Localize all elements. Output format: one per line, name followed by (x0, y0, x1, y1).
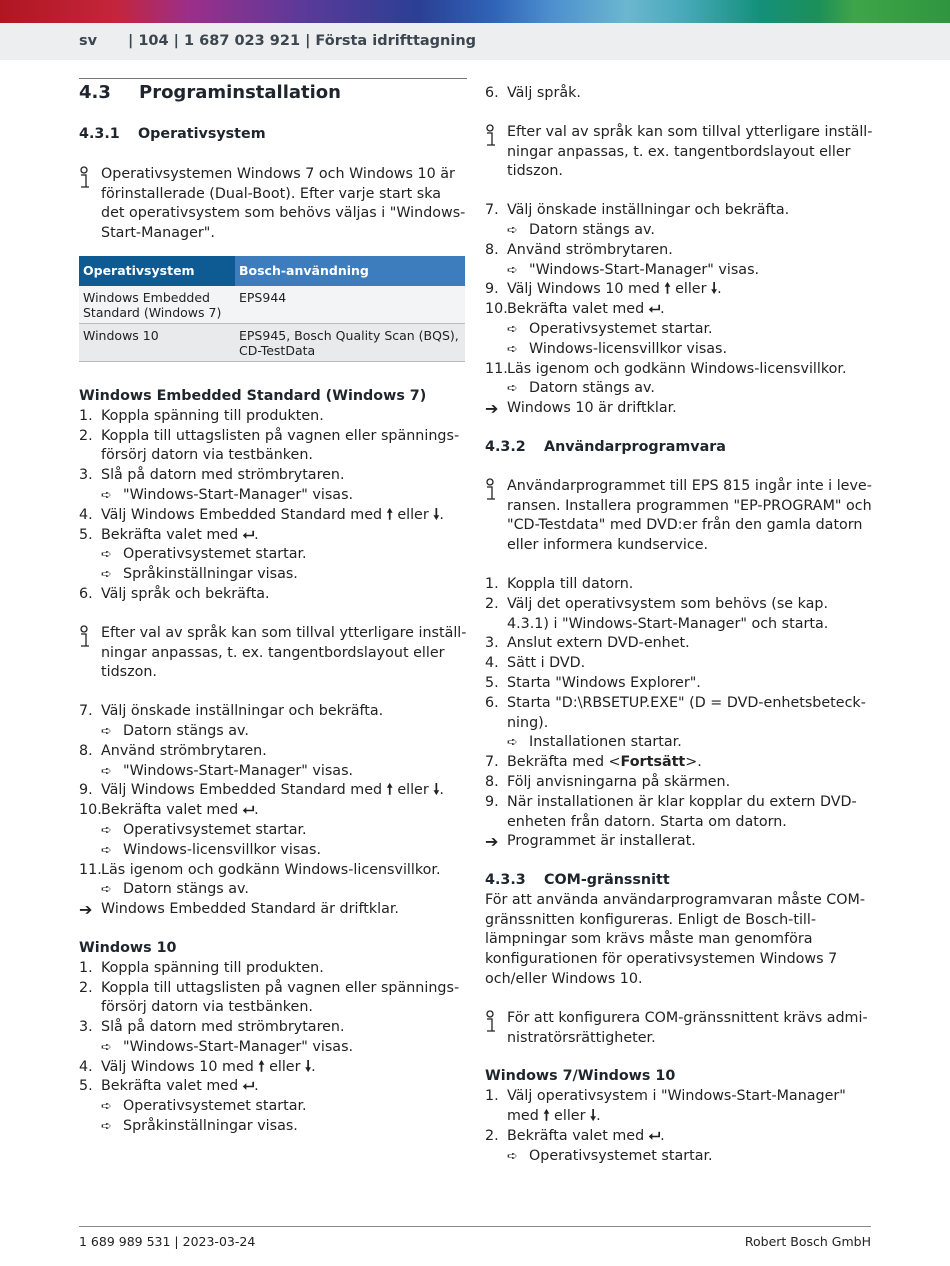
result-arrow-icon: ➪ (507, 341, 518, 357)
list-item: 4. Välj Windows Embedded Standard med 🠕 eller 🠗. (79, 506, 467, 526)
footer-left: 1 689 989 531 | 2023-03-24 (79, 1234, 256, 1249)
subsection-heading (485, 438, 873, 458)
note-text: Användarprogrammet till EPS 815 ingår inte i leveransen. Installera programmen "EP-PROGRAM" och "CD-Testdata" med DVD:er från den gamla datorn eller informera kundservice. (507, 477, 872, 554)
result-item: ➪ "Windows-Start-Manager" visas. (79, 486, 467, 506)
list-item: 9. Välj Windows 10 med 🠕 eller 🠗. (485, 280, 873, 300)
info-note (485, 123, 873, 182)
list-item: 2. Koppla till uttagslisten på vagnen eller spänningsförsörj datorn via testbänken. (79, 979, 460, 1016)
result-arrow-icon: ➪ (101, 547, 112, 563)
result-arrow-icon: ➪ (507, 1148, 518, 1164)
arrow-down-icon: 🠗 (433, 506, 440, 523)
list-item: 1. Koppla till datorn. (485, 575, 634, 592)
arrow-up-icon: 🠕 (258, 1058, 265, 1075)
result-item: ➪ Operativsystemet startar. (79, 821, 467, 841)
info-icon (485, 1010, 499, 1034)
result-arrow-icon: ➪ (507, 381, 518, 397)
result-item: ➪ Installationen startar. (485, 733, 873, 753)
info-note (79, 624, 467, 683)
result-arrow-icon: ➪ (101, 882, 112, 898)
result-item: ➪ Datorn stängs av. (79, 722, 467, 742)
result-item: ➪ Windows-licensvillkor visas. (79, 841, 467, 861)
final-result: ➔ Windows 10 är driftklar. (485, 399, 677, 419)
subsection-title: Användarprogramvara (544, 438, 726, 455)
list-item: 9. När installationen är klar kopplar du extern DVD-enheten från datorn. Starta om datorn. (485, 793, 857, 830)
list-item: 5. Bekräfta valet med ⮠. (79, 1077, 467, 1097)
final-result: ➔ Programmet är installerat. (485, 832, 696, 852)
table-header: Operativsystem (79, 256, 235, 286)
subsection-heading (485, 871, 873, 891)
table-cell: Windows 10 (79, 323, 235, 361)
result-item: ➪ Datorn stängs av. (79, 880, 467, 900)
arrow-up-icon: 🠕 (664, 281, 671, 298)
page-header (0, 23, 950, 60)
result-item: ➪ Operativsystemet startar. (79, 1097, 467, 1117)
final-arrow-icon: ➔ (79, 900, 93, 920)
doc-number: 1 689 989 531 (79, 1234, 171, 1249)
list-item: 3. Slå på datorn med strömbrytaren. (79, 467, 345, 484)
list-item: 11. Läs igenom och godkänn Windows-licensvillkor. (485, 360, 847, 377)
table-cell: EPS944 (235, 286, 465, 324)
section-heading (79, 78, 467, 113)
result-arrow-icon: ➪ (101, 842, 112, 858)
result-arrow-icon: ➪ (101, 723, 112, 739)
result-item: ➪ "Windows-Start-Manager" visas. (485, 261, 873, 281)
final-arrow-icon: ➔ (485, 399, 499, 419)
result-item: ➪ Operativsystemet startar. (79, 545, 467, 565)
list-item: 6. Starta "D:\RBSETUP.EXE" (D = DVD-enhetsbeteckning). (485, 694, 866, 731)
list-item: 2. Koppla till uttagslisten på vagnen eller spänningsförsörj datorn via testbänken. (79, 427, 460, 464)
com-paragraph: För att använda användarprogramvaran måste COM-gränssnitten konfigureras. Enligt de Bosch-tilllämpningar som krävs måste man genomföra konfigurationen för operativsystemen Windows 7 och/eller Windows 10. (485, 891, 866, 988)
result-arrow-icon: ➪ (101, 1039, 112, 1055)
arrow-up-icon: 🠕 (543, 1108, 550, 1125)
subsection-heading (79, 125, 467, 145)
header-title: | 104 | 1 687 023 921 | Första idrifttagning (128, 33, 477, 49)
info-note (485, 477, 873, 556)
subsection-title: COM-gränssnitt (544, 872, 670, 889)
note-text: Operativsystemen Windows 7 och Windows 10 är förinstallerade (Dual-Boot). Efter varje start ska det operativsystem som behövs väljas i "Windows-Start-Manager". (101, 165, 466, 242)
result-arrow-icon: ➪ (101, 567, 112, 583)
final-result: ➔ Windows Embedded Standard är driftklar. (79, 900, 399, 920)
result-arrow-icon: ➪ (101, 487, 112, 503)
final-arrow-icon: ➔ (485, 832, 499, 852)
arrow-down-icon: 🠗 (590, 1108, 597, 1125)
list-item: 9. Välj Windows Embedded Standard med 🠕 eller 🠗. (79, 781, 467, 801)
result-arrow-icon: ➪ (507, 262, 518, 278)
table-row (79, 323, 465, 361)
arrow-up-icon: 🠕 (386, 782, 393, 799)
color-band (0, 0, 950, 23)
arrow-up-icon: 🠕 (386, 506, 393, 523)
result-arrow-icon: ➪ (101, 763, 112, 779)
note-text: För att konfigurera COM-gränssnittent krävs administratörsrättigheter. (507, 1009, 868, 1046)
list-item: 2. Bekräfta valet med ⮠. (485, 1127, 873, 1147)
list-item: 3. Anslut extern DVD-enhet. (485, 635, 690, 652)
doc-date: 2023-03-24 (182, 1234, 256, 1249)
win10-heading: Windows 10 (79, 939, 177, 956)
enter-key-icon: ⮠ (242, 802, 255, 819)
info-icon (485, 478, 499, 502)
result-item: ➪ Språkinställningar visas. (79, 565, 467, 585)
list-item: 5. Starta "Windows Explorer". (485, 674, 701, 691)
result-arrow-icon: ➪ (507, 735, 518, 751)
left-column (79, 78, 467, 1137)
note-text: Efter val av språk kan som tillval ytterligare inställningar anpassas, t. ex. tangentbordslayout eller tidszon. (507, 123, 873, 180)
table-row (79, 286, 465, 324)
section-number: 4.3 (79, 82, 111, 103)
right-column (485, 84, 873, 1166)
list-item: 7. Välj önskade inställningar och bekräfta. (79, 703, 384, 720)
list-item: 10. Bekräfta valet med ⮠. (485, 300, 873, 320)
enter-key-icon: ⮠ (242, 1078, 255, 1095)
info-note (79, 165, 467, 244)
result-item: ➪ "Windows-Start-Manager" visas. (79, 762, 467, 782)
result-item: ➪ Datorn stängs av. (485, 221, 873, 241)
note-text: Efter val av språk kan som tillval ytterligare inställningar anpassas, t. ex. tangentbordslayout eller tidszon. (101, 624, 467, 681)
arrow-down-icon: 🠗 (305, 1058, 312, 1075)
table-cell: EPS945, Bosch Quality Scan (BQS), CD-TestData (235, 323, 465, 361)
info-icon (79, 625, 93, 649)
result-item: ➪ "Windows-Start-Manager" visas. (79, 1038, 467, 1058)
list-item: 7. Välj önskade inställningar och bekräfta. (485, 202, 790, 219)
arrow-down-icon: 🠗 (711, 281, 718, 298)
result-arrow-icon: ➪ (507, 321, 518, 337)
info-icon (79, 166, 93, 190)
os-table (79, 256, 465, 362)
list-item: 6. Välj språk och bekräfta. (79, 585, 270, 602)
result-item: ➪ Språkinställningar visas. (79, 1117, 467, 1137)
language-code: sv (79, 33, 98, 49)
list-item: 1. Välj operativsystem i "Windows-Start-Manager" med 🠕 eller 🠗. (485, 1087, 873, 1127)
table-header: Bosch-användning (235, 256, 465, 286)
result-arrow-icon: ➪ (101, 1099, 112, 1115)
subsection-number: 4.3.2 (485, 438, 526, 455)
subsection-number: 4.3.1 (79, 126, 120, 142)
result-arrow-icon: ➪ (101, 1119, 112, 1135)
arrow-down-icon: 🠗 (433, 782, 440, 799)
list-item: 7. Bekräfta med <Fortsätt>. (485, 754, 702, 771)
subsection-number: 4.3.3 (485, 872, 526, 889)
enter-key-icon: ⮠ (648, 1127, 661, 1144)
result-item: ➪ Operativsystemet startar. (485, 1147, 873, 1167)
subsection-title: Operativsystem (138, 126, 266, 142)
table-cell: Windows Embedded Standard (Windows 7) (79, 286, 235, 324)
win7-heading: Windows Embedded Standard (Windows 7) (79, 387, 427, 404)
result-arrow-icon: ➪ (101, 822, 112, 838)
list-item: 8. Följ anvisningarna på skärmen. (485, 773, 731, 790)
result-item: ➪ Datorn stängs av. (485, 379, 873, 399)
footer-company: Robert Bosch GmbH (744, 1234, 871, 1249)
list-item: 10. Bekräfta valet med ⮠. (79, 801, 467, 821)
enter-key-icon: ⮠ (648, 301, 661, 318)
list-item: 6. Välj språk. (485, 85, 581, 101)
result-arrow-icon: ➪ (507, 222, 518, 238)
section-title: Programinstallation (139, 82, 341, 103)
list-item: 5. Bekräfta valet med ⮠. (79, 526, 467, 546)
list-item: 1. Koppla spänning till produkten. (79, 959, 324, 976)
enter-key-icon: ⮠ (242, 526, 255, 543)
list-item: 3. Slå på datorn med strömbrytaren. (79, 1019, 345, 1036)
footer-rule (79, 1226, 871, 1227)
list-item: 4. Välj Windows 10 med 🠕 eller 🠗. (79, 1058, 467, 1078)
list-item: 1. Koppla spänning till produkten. (79, 407, 324, 424)
result-item: ➪ Windows-licensvillkor visas. (485, 340, 873, 360)
list-item: 8. Använd strömbrytaren. (79, 742, 267, 759)
list-item: 11. Läs igenom och godkänn Windows-licensvillkor. (79, 861, 441, 878)
list-item: 8. Använd strömbrytaren. (485, 241, 673, 258)
info-icon (485, 124, 499, 148)
result-item: ➪ Operativsystemet startar. (485, 320, 873, 340)
info-note (485, 1009, 873, 1049)
list-item: 4. Sätt i DVD. (485, 655, 586, 672)
list-item: 2. Välj det operativsystem som behövs (se kap. 4.3.1) i "Windows-Start-Manager" och starta. (485, 595, 829, 632)
w7w10-heading: Windows 7/Windows 10 (485, 1068, 676, 1085)
